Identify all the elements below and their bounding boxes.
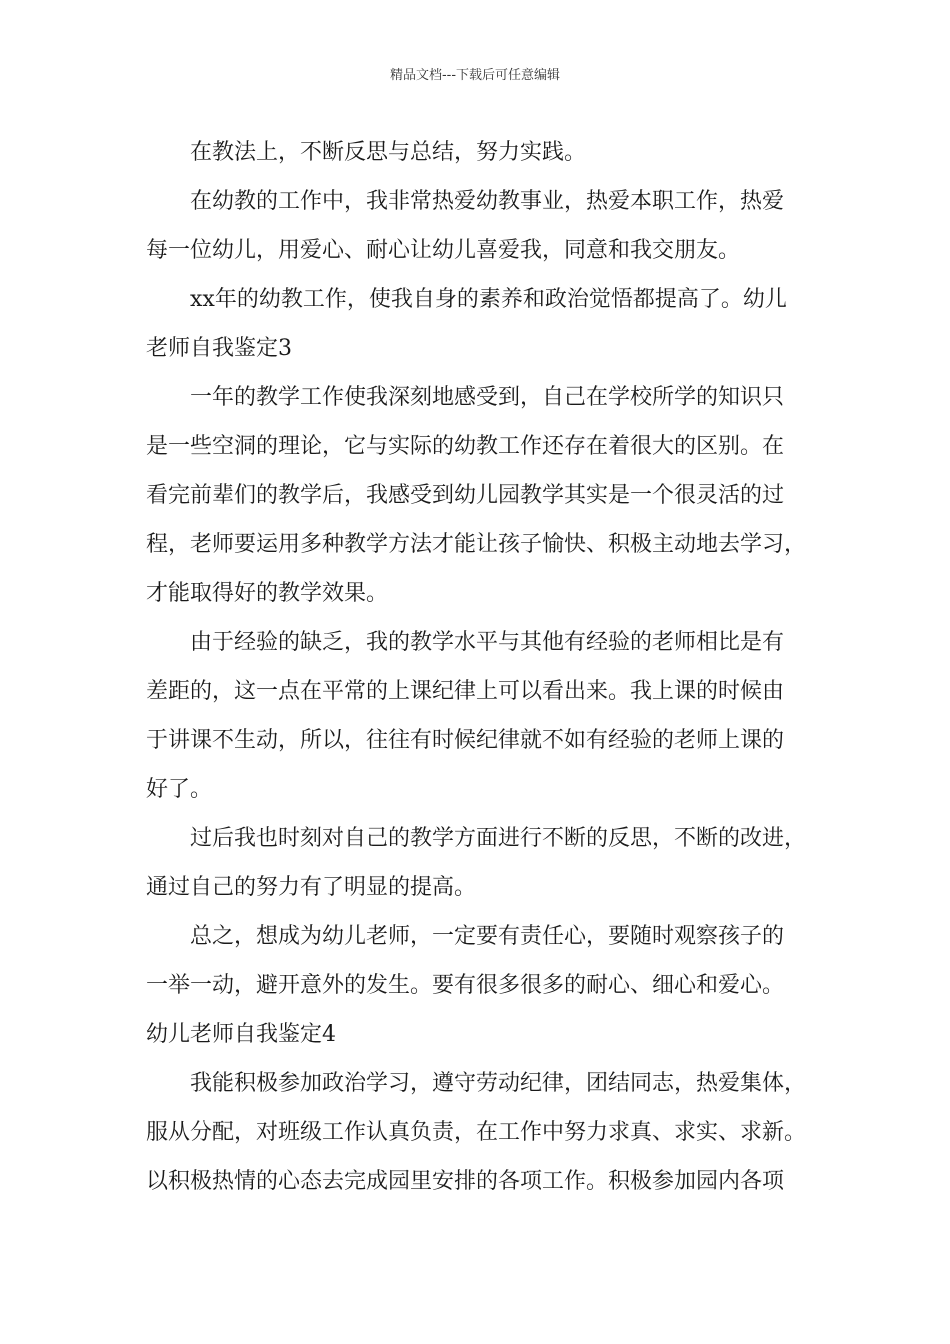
text-line: 差距的，这一点在平常的上课纪律上可以看出来。我上课的时候由 <box>146 679 785 704</box>
text-line: 于讲课不生动，所以，往往有时候纪律就不如有经验的老师上课的 <box>146 728 785 753</box>
text-line: 老师自我鉴定3 <box>146 336 292 361</box>
text-line: 好了。 <box>146 777 213 802</box>
text-line: 才能取得好的教学效果。 <box>146 581 389 606</box>
text-line: 看完前辈们的教学后，我感受到幼儿园教学其实是一个很灵活的过 <box>146 483 785 508</box>
text-line: 我能积极参加政治学习，遵守劳动纪律，团结同志，热爱集体， <box>190 1071 807 1096</box>
text-line: 一年的教学工作使我深刻地感受到，自己在学校所学的知识只 <box>190 385 785 410</box>
text-line: xx年的幼教工作，使我自身的素养和政治觉悟都提高了。幼儿 <box>190 287 787 312</box>
text-line: 幼儿老师自我鉴定4 <box>146 1022 336 1047</box>
text-line: 每一位幼儿，用爱心、耐心让幼儿喜爱我，同意和我交朋友。 <box>146 238 741 263</box>
text-line: 以积极热情的心态去完成园里安排的各项工作。积极参加园内各项 <box>146 1169 785 1194</box>
text-line: 总之，想成为幼儿老师，一定要有责任心，要随时观察孩子的 <box>190 924 785 949</box>
text-line: 在教法上，不断反思与总结，努力实践。 <box>190 140 587 165</box>
text-line: 服从分配，对班级工作认真负责，在工作中努力求真、求实、求新。 <box>146 1120 807 1145</box>
text-line: 程，老师要运用多种教学方法才能让孩子愉快、积极主动地去学习， <box>146 532 807 557</box>
page-header: 精品文档---下载后可任意编辑 <box>389 68 561 83</box>
text-line: 一举一动，避开意外的发生。要有很多很多的耐心、细心和爱心。 <box>146 973 785 998</box>
document-body <box>146 128 826 1206</box>
text-line: 通过自己的努力有了明显的提高。 <box>146 875 477 900</box>
text-line: 过后我也时刻对自己的教学方面进行不断的反思，不断的改进， <box>190 826 807 851</box>
text-line: 在幼教的工作中，我非常热爱幼教事业，热爱本职工作，热爱 <box>190 189 785 214</box>
text-line: 由于经验的缺乏，我的教学水平与其他有经验的老师相比是有 <box>190 630 785 655</box>
text-line: 是一些空洞的理论，它与实际的幼教工作还存在着很大的区别。在 <box>146 434 785 459</box>
